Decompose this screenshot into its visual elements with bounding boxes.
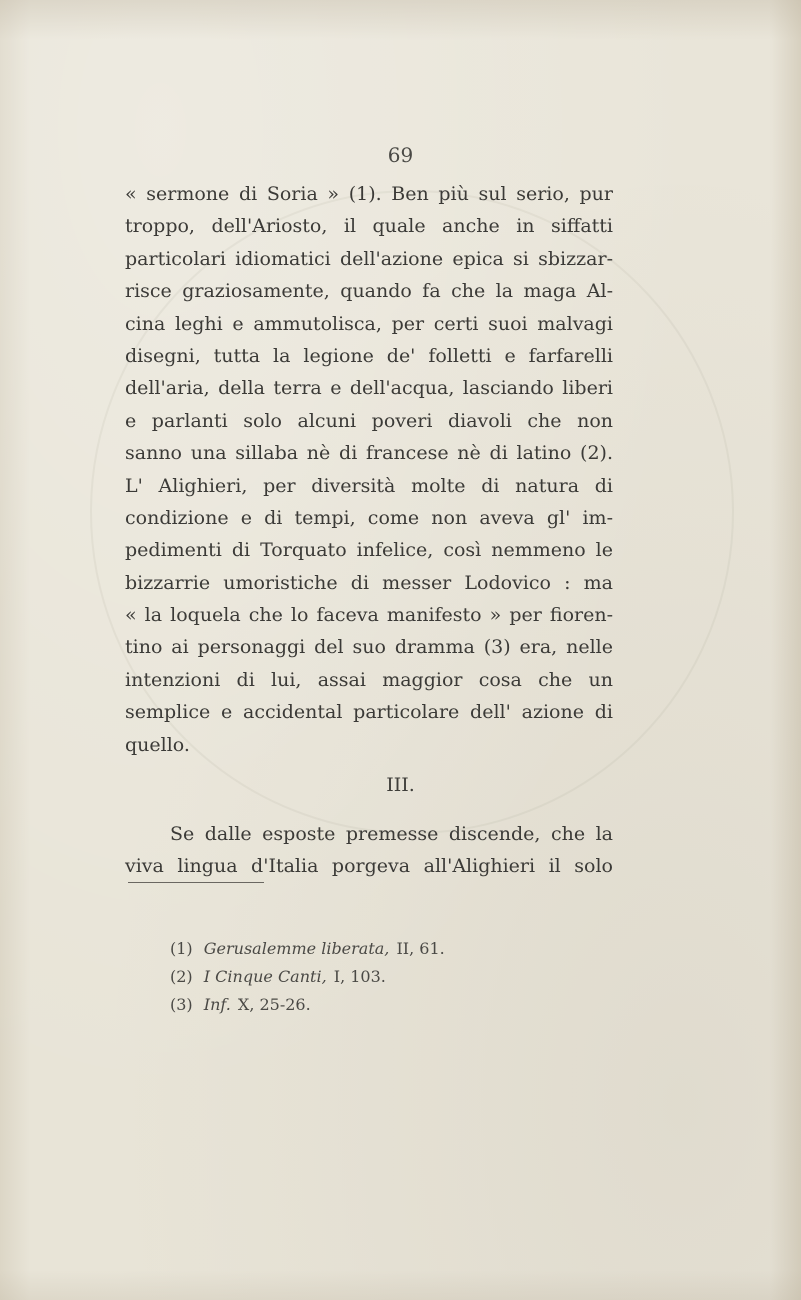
footnote-1 [170, 935, 445, 963]
text-line: disegni, tutta la legione de' folletti e farfarelli [125, 344, 613, 367]
footnote-3 [170, 991, 445, 1019]
footnote-marker: (3) [170, 995, 193, 1014]
text-line: particolari idiomatici dell'azione epica si sbizzar- [125, 247, 613, 270]
text-line: tino ai personaggi del suo dramma (3) era, nelle [125, 636, 613, 659]
footnote-title: I Cinque Canti, [203, 967, 327, 986]
page-number: 69 [387, 143, 414, 167]
paragraph-1 [125, 178, 613, 761]
text-line: e parlanti solo alcuni poveri diavoli che non [125, 409, 613, 432]
text-line: semplice e accidental particolare dell' azione di [125, 701, 613, 724]
footnote-title: Inf. [203, 995, 231, 1014]
text-line: cina leghi e ammutolisca, per certi suoi malvagi [125, 312, 613, 335]
text-line: bizzarrie umoristiche di messer Lodovico : ma [125, 571, 613, 594]
footnote-marker: (1) [170, 939, 193, 958]
text-line: « la loquela che lo faceva manifesto » per fioren- [125, 604, 613, 627]
text-line: sanno una sillaba nè di francese nè di latino (2). [125, 442, 613, 465]
text-line: « sermone di Soria » (1). Ben più sul serio, pur [125, 183, 613, 205]
text-line: L' Alighieri, per diversità molte di natura di [125, 474, 613, 497]
text-line: quello. [125, 733, 190, 756]
paragraph-2 [125, 818, 613, 883]
footnote-reference: I, 103. [333, 967, 386, 986]
footnote-2 [170, 963, 445, 991]
text-line: condizione e di tempi, come non aveva gl' im- [125, 506, 613, 529]
section-heading: III. [386, 774, 415, 796]
text-line: viva lingua d'Italia porgeva all'Alighieri il solo [125, 855, 613, 878]
footnote-reference: X, 25-26. [237, 995, 311, 1014]
text-line: Se dalle esposte premesse discende, che la [170, 823, 613, 845]
footnote-divider [128, 882, 264, 883]
text-line: dell'aria, della terra e dell'acqua, lasciando liberi [125, 377, 613, 400]
text-line: risce graziosamente, quando fa che la maga Al- [125, 280, 613, 303]
text-line: pedimenti di Torquato infelice, così nemmeno le [125, 539, 613, 562]
text-line: troppo, dell'Ariosto, il quale anche in siffatti [125, 215, 613, 238]
footnote-reference: II, 61. [396, 939, 445, 958]
footnote-marker: (2) [170, 967, 193, 986]
footnote-title: Gerusalemme liberata, [203, 939, 390, 958]
footnotes [170, 935, 445, 1019]
text-line: intenzioni di lui, assai maggior cosa che un [125, 668, 613, 691]
